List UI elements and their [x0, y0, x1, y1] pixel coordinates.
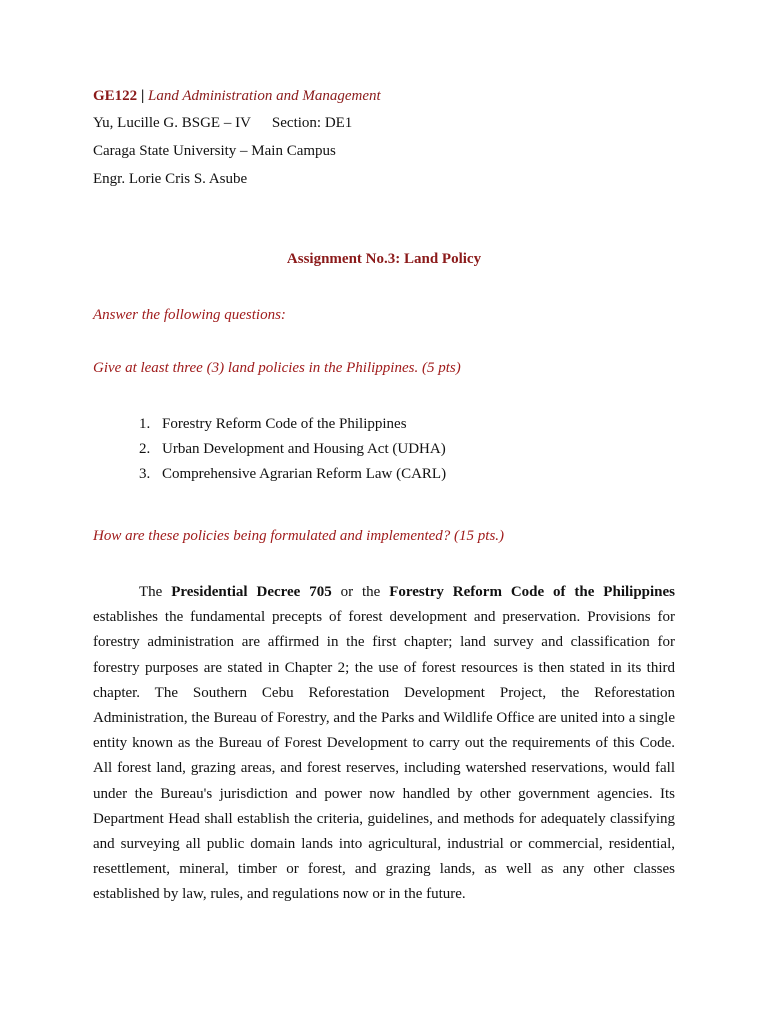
answer-paragraph [93, 580, 675, 908]
instruction-prompt: Answer the following questions: [93, 307, 286, 323]
student-name: Yu, Lucille G. BSGE – IV [93, 115, 251, 131]
course-name: Land Administration and Management [148, 88, 381, 104]
university-line: Caraga State University – Main Campus [93, 143, 336, 159]
paragraph-connector: or the [331, 584, 390, 600]
list-number: 3. [139, 466, 151, 482]
question-2: How are these policies being formulated and implemented? (15 pts.) [93, 528, 505, 544]
bold-term-decree: Presidential Decree 705 [171, 584, 332, 600]
question-1: Give at least three (3) land policies in the Philippines. (5 pts) [93, 360, 461, 376]
course-code: GE122 [93, 88, 138, 104]
list-number: 1. [139, 416, 151, 432]
instructor-line: Engr. Lorie Cris S. Asube [93, 171, 248, 187]
course-header [93, 87, 381, 105]
list-item [139, 415, 446, 440]
student-info [93, 114, 352, 132]
list-number: 2. [139, 441, 151, 457]
assignment-title: Assignment No.3: Land Policy [286, 251, 482, 267]
list-item [139, 465, 446, 490]
policy-list [139, 415, 446, 490]
list-text: Urban Development and Housing Act (UDHA) [162, 441, 446, 457]
bold-term-forestry-code: Forestry Reform Code of the Philippines [389, 584, 676, 600]
section-label: Section: DE1 [271, 115, 353, 131]
paragraph-lead: The [139, 584, 172, 600]
list-text: Comprehensive Agrarian Reform Law (CARL) [162, 466, 447, 482]
course-separator: | [137, 88, 148, 104]
paragraph-body: establishes the fundamental precepts of forest development and preservation. Provisions for forestry administration are affirmed in the first chapter; land survey and classification for forestry purposes are stated in Chapter 2; the use of forest resources is then stated in its third chapter. The Southern Cebu Reforestation Development Project, the Reforestation Administration, the Bureau of Forestry, and the Parks and Wildlife Office are united into a single entity known as the Bureau of Forest Development to carry out the requirements of this Code. All forest land, grazing areas, and forest reserves, including watershed reservations, would fall under the Bureau's jurisdiction and power now handled by other government agencies. Its Department Head shall establish the criteria, guidelines, and methods for adequately classifying and surveying all public domain lands into agricultural, industrial or commercial, residential, resettlement, mineral, timber or forest, and grazing lands, as well as any other classes established by law, rules, and regulations now or in the future. [93, 609, 675, 903]
list-item [139, 440, 446, 465]
list-text: Forestry Reform Code of the Philippines [162, 416, 407, 432]
